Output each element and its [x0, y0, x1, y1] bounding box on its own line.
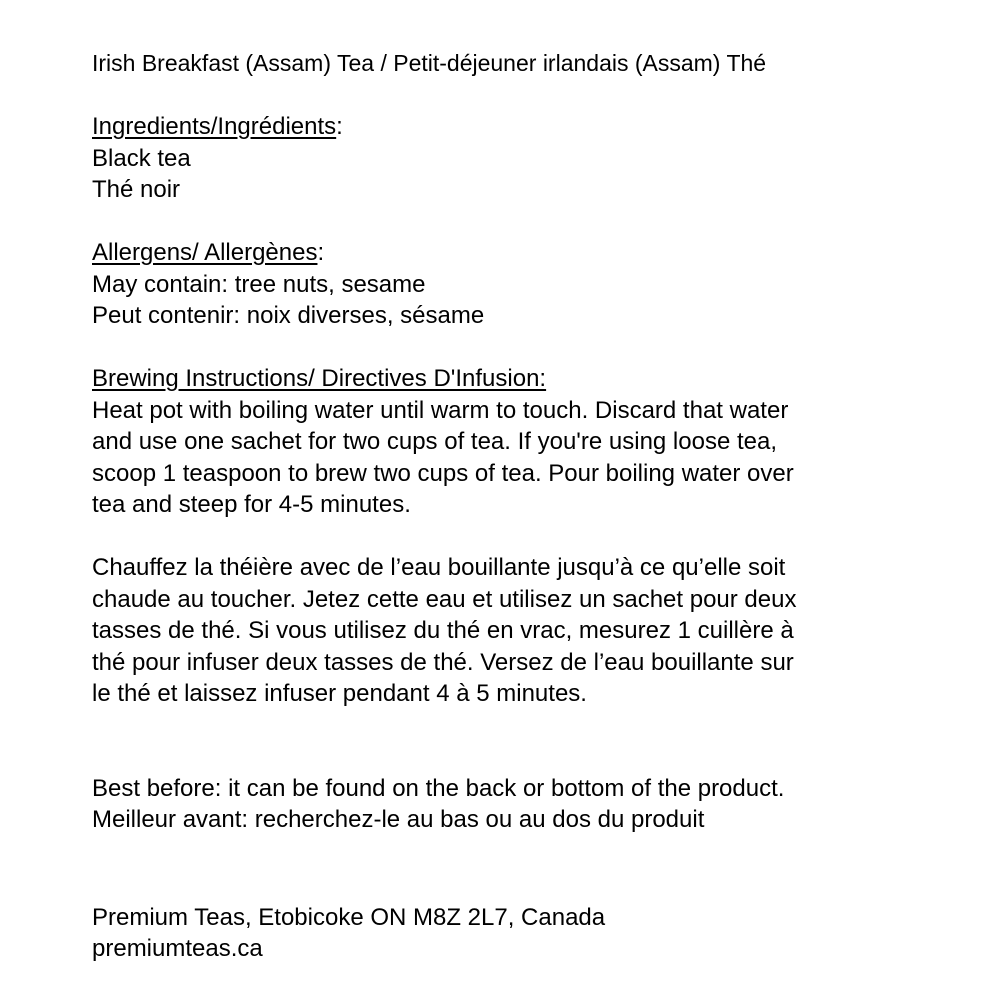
ingredients-heading: Ingredients/Ingrédients: [92, 113, 337, 140]
allergens-heading: Allergens/ Allergènes: [92, 239, 318, 266]
brewing-section: [92, 363, 972, 710]
allergens-section: [92, 237, 972, 332]
best-before-french: Meilleur avant: recherchez-le au bas ou au dos du produit: [92, 806, 705, 833]
ingredient-english: Black tea: [92, 144, 191, 172]
ingredients-section: [92, 111, 972, 206]
ingredients-heading-line: [92, 111, 972, 143]
product-label-document: [92, 48, 972, 965]
brewing-french-line-5: le thé et laissez infuser pendant 4 à 5 minutes.: [92, 680, 587, 707]
brewing-english-line-2: and use one sachet for two cups of tea. If you're using loose tea,: [92, 428, 778, 455]
company-website: premiumteas.ca: [92, 935, 263, 962]
ingredient-french: Thé noir: [92, 176, 181, 203]
ingredients-heading-colon: :: [336, 113, 343, 140]
allergens-french: Peut contenir: noix diverses, sésame: [92, 302, 485, 329]
brewing-french-line-4: thé pour infuser deux tasses de thé. Versez de l’eau bouillante sur: [92, 648, 794, 676]
company-section: [92, 902, 972, 965]
brewing-heading: Brewing Instructions/ Directives D'Infusion:: [92, 365, 547, 392]
brewing-english-line-1: Heat pot with boiling water until warm to touch. Discard that water: [92, 396, 789, 424]
allergens-heading-colon: :: [317, 239, 325, 266]
best-before-english: Best before: it can be found on the back or bottom of the product.: [92, 774, 785, 802]
best-before-section: [92, 773, 972, 836]
brewing-french-line-3: tasses de thé. Si vous utilisez du thé en vrac, mesurez 1 cuillère à: [92, 617, 794, 644]
brewing-english-line-4: tea and steep for 4-5 minutes.: [92, 491, 411, 518]
brewing-french-line-1: Chauffez la théière avec de l’eau bouillante jusqu’à ce qu’elle soit: [92, 554, 786, 581]
product-title: Irish Breakfast (Assam) Tea / Petit-déjeuner irlandais (Assam) Thé: [92, 50, 767, 76]
company-address: Premium Teas, Etobicoke ON M8Z 2L7, Canada: [92, 903, 606, 931]
brewing-french-line-2: chaude au toucher. Jetez cette eau et utilisez un sachet pour deux: [92, 585, 797, 613]
brewing-english-line-3: scoop 1 teaspoon to brew two cups of tea. Pour boiling water over: [92, 459, 794, 487]
allergens-heading-line: [92, 237, 972, 269]
allergens-english: May contain: tree nuts, sesame: [92, 270, 426, 298]
